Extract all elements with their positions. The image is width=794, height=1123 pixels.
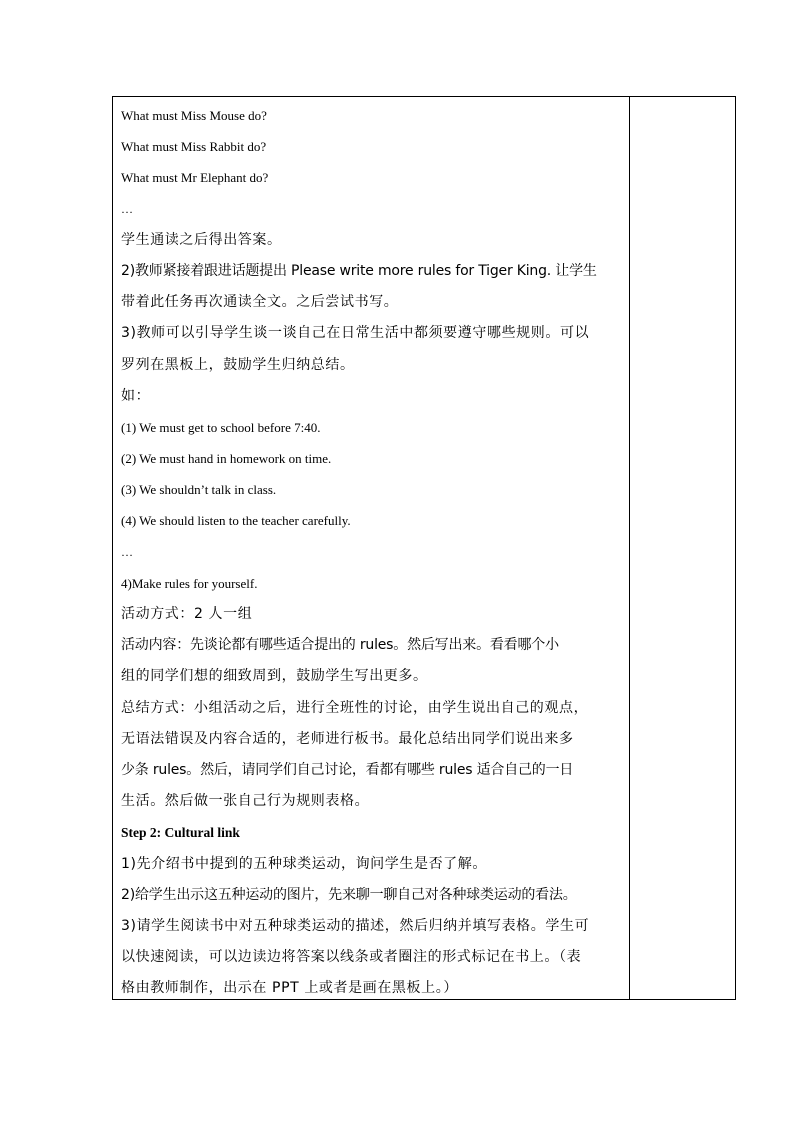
paragraph-line: 3)请学生阅读书中对五种球类运动的描述，然后归纳并填写表格。学生可	[121, 917, 590, 934]
rule-example-line: (4) We should listen to the teacher carefully.	[121, 513, 351, 529]
paragraph-line: 活动方式：2 人一组	[121, 606, 253, 622]
ellipsis-line: …	[121, 201, 134, 216]
paragraph-line: 无语法错误及内容合适的，老师进行板书。最化总结出同学们说出来多	[121, 730, 574, 747]
rule-example-line: (3) We shouldn’t talk in class.	[121, 482, 277, 498]
paragraph-line: 1)先介绍书中提到的五种球类运动，询问学生是否了解。	[121, 855, 487, 872]
paragraph-line: 格由教师制作，出示在 PPT 上或者是画在黑板上。）	[121, 980, 458, 997]
rule-example-line: (2) We must hand in homework on time.	[121, 451, 332, 467]
paragraph-line: 罗列在黑板上，鼓励学生归纳总结。	[121, 356, 355, 373]
question-line: What must Miss Mouse do?	[121, 108, 267, 123]
paragraph-line: 2)教师紧接着跟进话题提出 Please write more rules for Tiger King. 让学生	[121, 262, 597, 279]
lesson-plan-table	[112, 96, 736, 1000]
paragraph-line: 以快速阅读，可以边读边将答案以线条或者圈注的形式标记在书上。（表	[121, 949, 582, 966]
content-cell	[121, 100, 629, 1004]
paragraph-line: 如：	[121, 387, 151, 404]
paragraph-line: 生活。然后做一张自己行为规则表格。	[121, 793, 370, 810]
paragraph-line: 组的同学们想的细致周到，鼓励学生写出更多。	[121, 668, 428, 685]
paragraph-line: 2)给学生出示这五种运动的图片，先来聊一聊自己对各种球类运动的看法。	[121, 886, 577, 903]
paragraph-line: 带着此任务再次通读全文。之后尝试书写。	[121, 294, 399, 311]
paragraph-line: 少条 rules。然后，请同学们自己讨论，看都有哪些 rules 适合自己的一日	[121, 761, 574, 778]
step-heading: Step 2: Cultural link	[121, 825, 240, 841]
question-line: What must Miss Rabbit do?	[121, 139, 267, 155]
paragraph-line: 总结方式：小组活动之后，进行全班性的讨论，由学生说出自己的观点，	[121, 699, 589, 716]
paragraph-line: 4)Make rules for yourself.	[121, 575, 258, 591]
paragraph-line: 活动内容：先谈论都有哪些适合提出的 rules。然后写出来。看看哪个小	[121, 637, 559, 654]
question-line: What must Mr Elephant do?	[121, 170, 269, 186]
ellipsis-line: …	[121, 544, 134, 559]
paragraph-line: 学生通读之后得出答案。	[121, 231, 282, 248]
notes-cell	[630, 97, 735, 999]
paragraph-line: 3)教师可以引导学生谈一谈自己在日常生活中都须要遵守哪些规则。可以	[121, 325, 590, 342]
rule-example-line: (1) We must get to school before 7:40.	[121, 419, 321, 435]
